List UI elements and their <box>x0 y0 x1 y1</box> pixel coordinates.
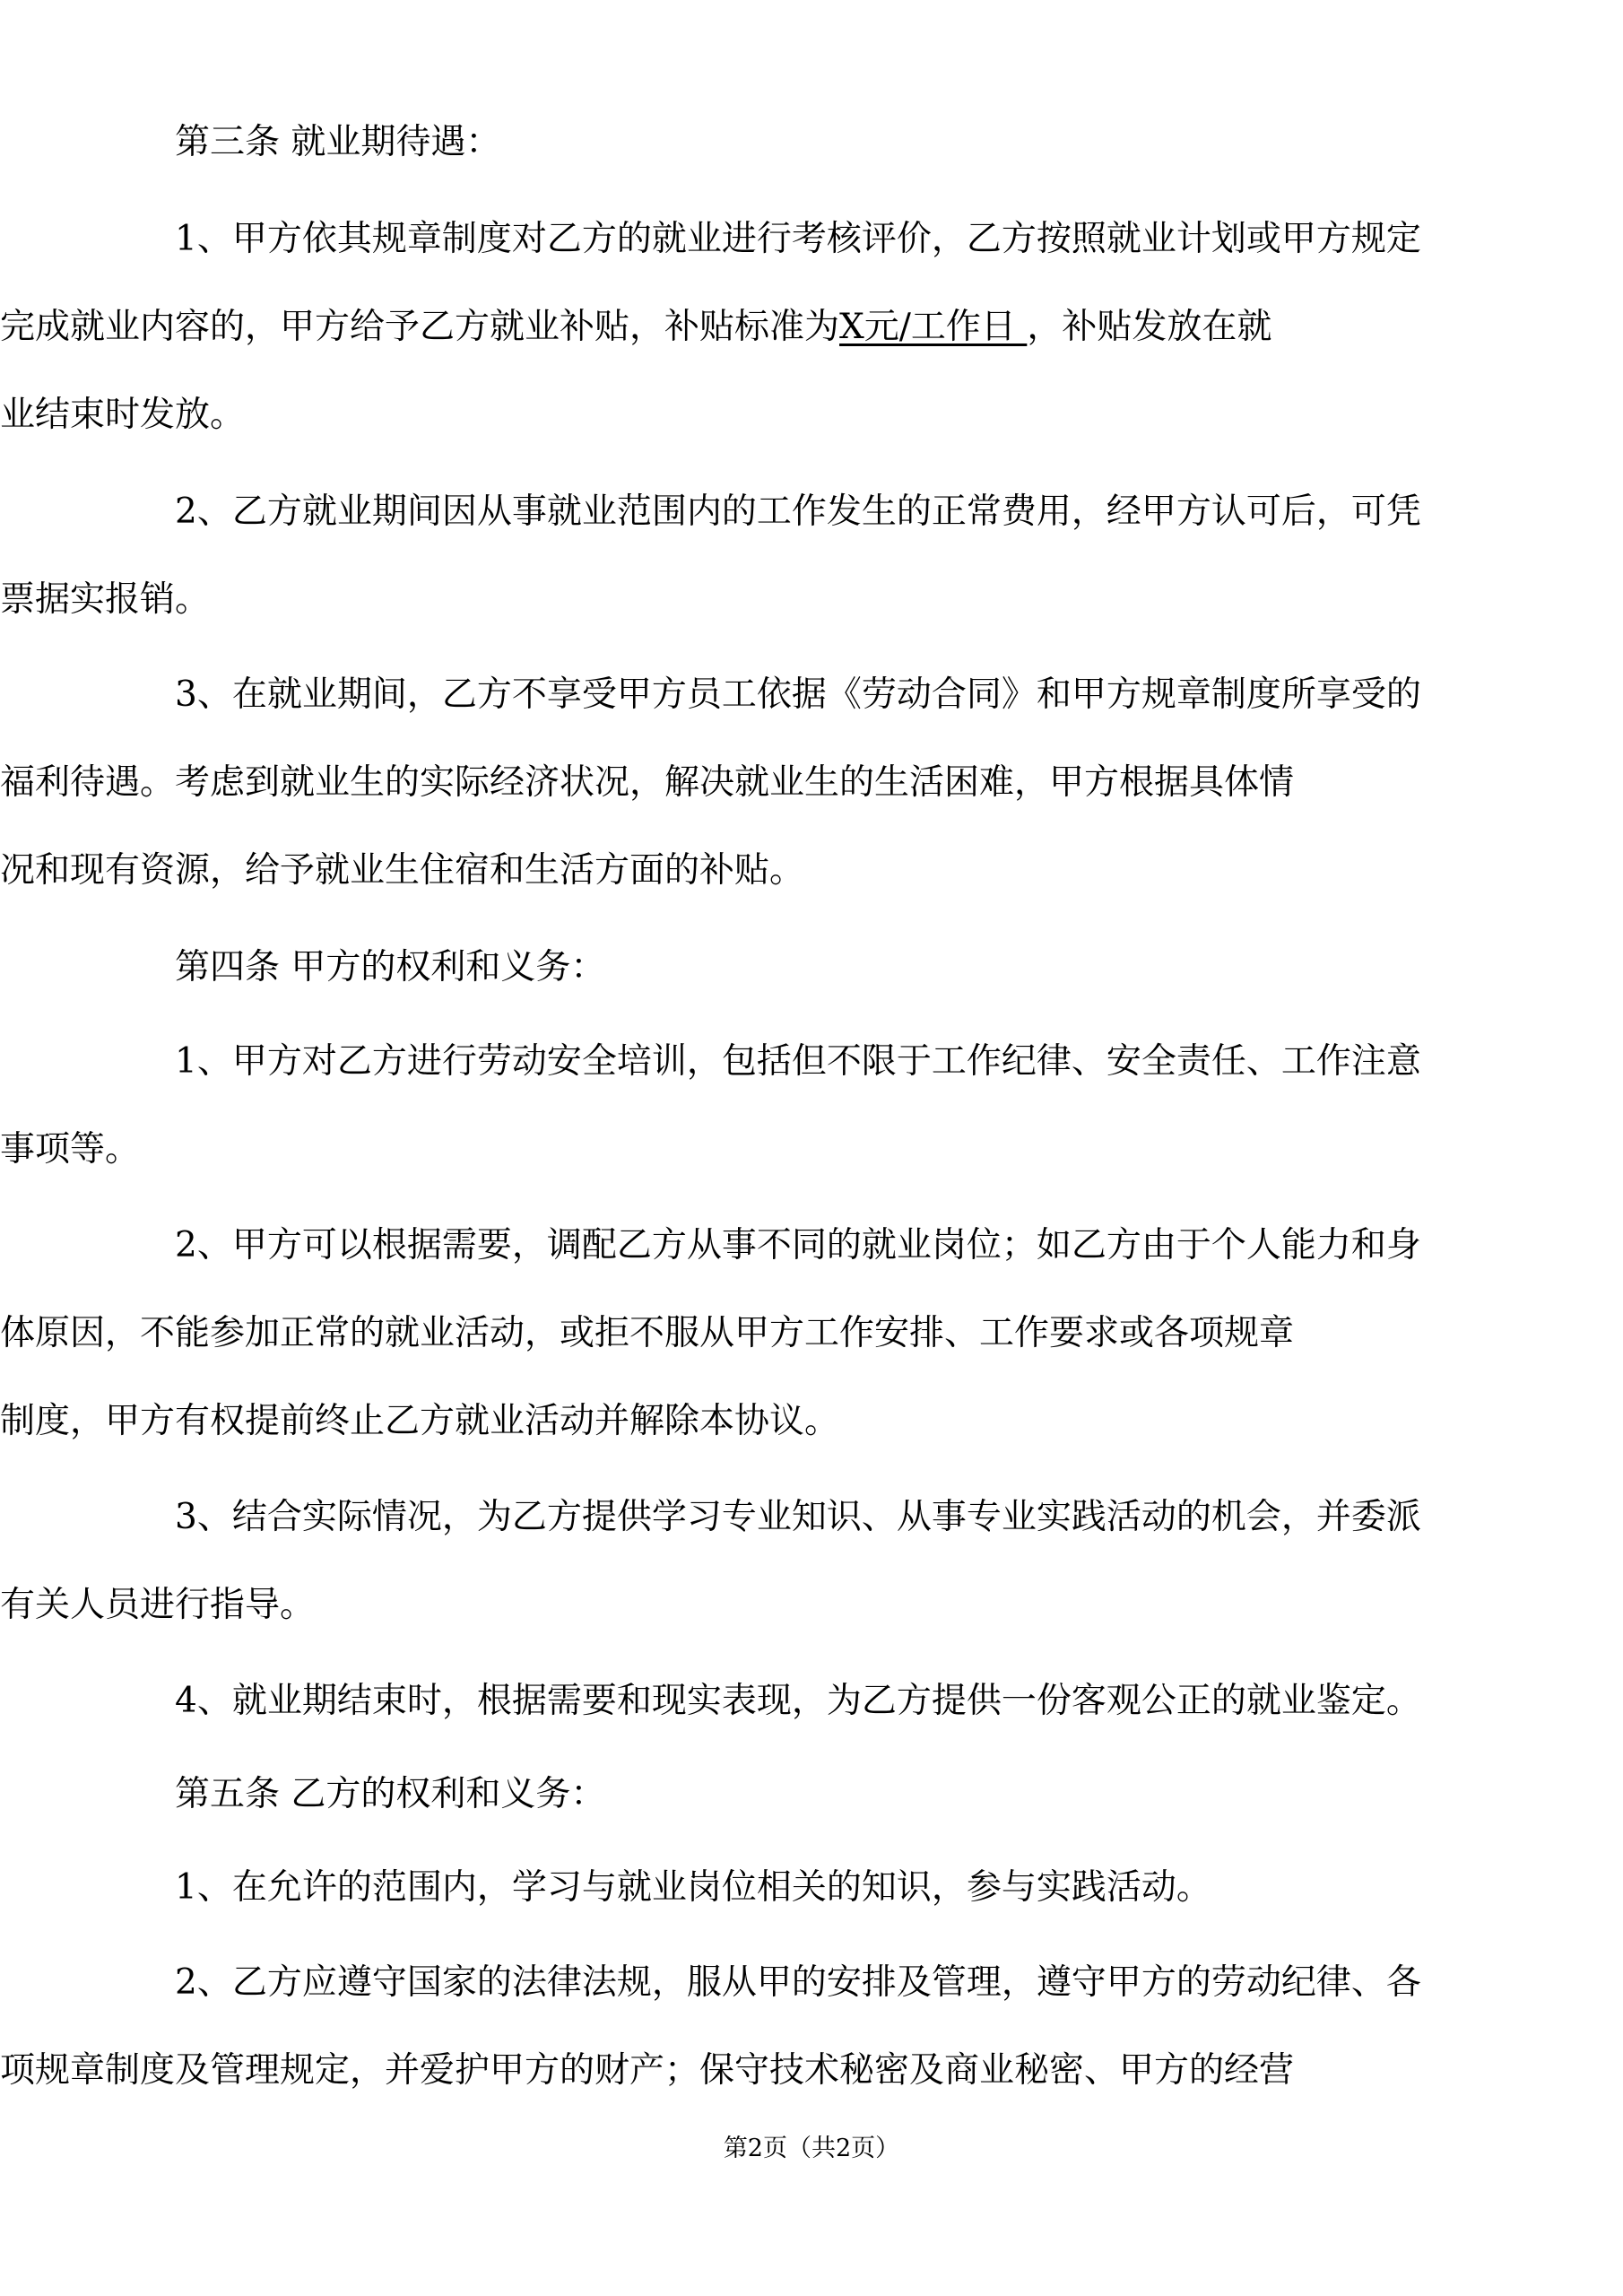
article-3-paragraph-1: 1、甲方依其规章制度对乙方的就业进行考核评价，乙方按照就业计划或甲方规定 完成就业内容的，甲方给予乙方就业补贴，补贴标准为X元/工作日 ，补贴发放在就 业结束时发放。 <box>0 219 1421 435</box>
article-4-paragraph-4: 4、就业期结束时，根据需要和现实表现，为乙方提供一份客观公正的就业鉴定。 <box>175 1681 1421 1721</box>
subsidy-standard: X元/工作日 <box>839 307 1028 347</box>
article-4-paragraph-2: 2、甲方可以根据需要，调配乙方从事不同的就业岗位；如乙方由于个人能力和身 体原因，不能参加正常的就业活动，或拒不服从甲方工作安排、工作要求或各项规章 制度，甲方有权提前终止乙方就业活动并解除本协议。 <box>0 1225 1421 1441</box>
page-number-footer: 第2页（共2页） <box>723 2135 900 2162</box>
article-3-paragraph-2: 2、乙方就业期间因从事就业范围内的工作发生的正常费用，经甲方认可后，可凭 票据实报销。 <box>0 491 1421 620</box>
article-3-heading: 第三条 就业期待遇： <box>175 122 501 162</box>
article-3-paragraph-3: 3、在就业期间，乙方不享受甲方员工依据《劳动合同》和甲方规章制度所享受的 福利待遇。考虑到就业生的实际经济状况，解决就业生的生活困难，甲方根据具体情 况和现有资源，给予就业生住宿和生活方面的补贴。 <box>0 674 1421 891</box>
article-5-paragraph-1: 1、在允许的范围内，学习与就业岗位相关的知识，参与实践活动。 <box>175 1867 1211 1908</box>
article-4-heading: 第四条 甲方的权利和义务： <box>175 947 606 987</box>
article-5-paragraph-2: 2、乙方应遵守国家的法律法规，服从甲的安排及管理，遵守甲方的劳动纪律、各 项规章制度及管理规定，并爱护甲方的财产；保守技术秘密及商业秘密、甲方的经营 <box>0 1962 1421 2091</box>
article-4-paragraph-1: 1、甲方对乙方进行劳动安全培训，包括但不限于工作纪律、安全责任、工作注意 事项等。 <box>0 1041 1421 1170</box>
article-4-paragraph-3: 3、结合实际情况，为乙方提供学习专业知识、从事专业实践活动的机会，并委派 有关人员进行指导。 <box>0 1497 1421 1625</box>
article-5-heading: 第五条 乙方的权利和义务： <box>175 1774 606 1814</box>
